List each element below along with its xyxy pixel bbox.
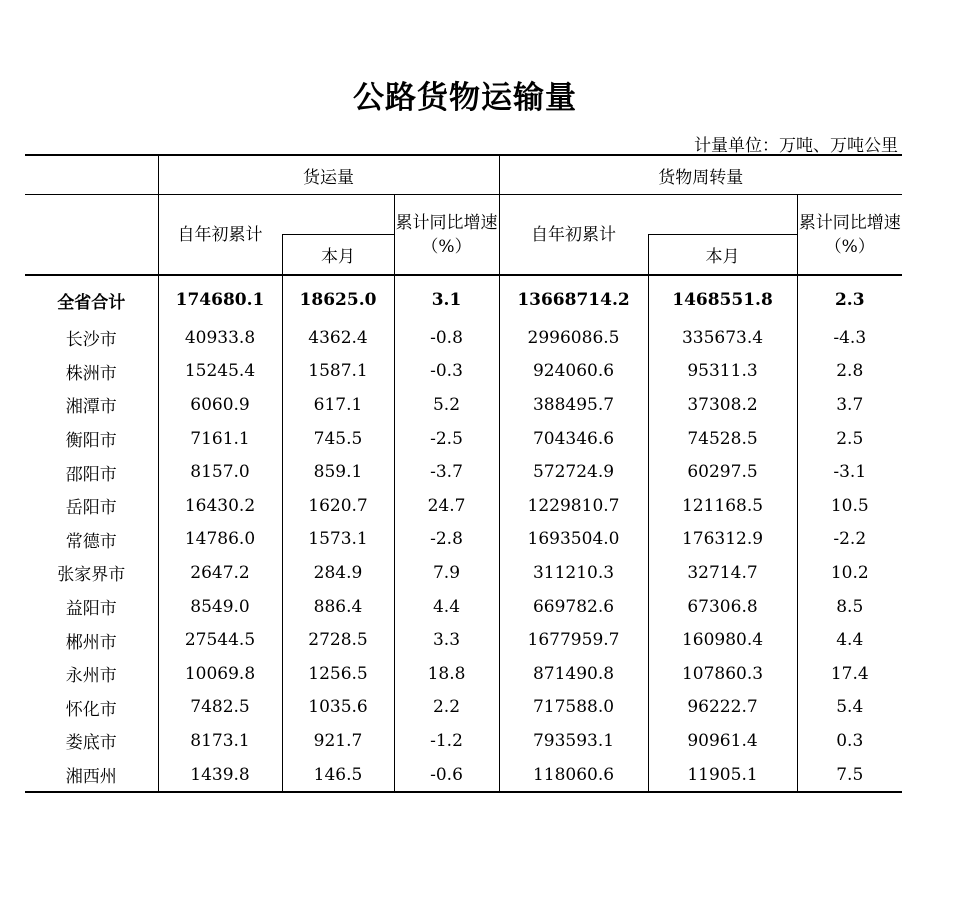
row-name: 湘西州 <box>25 758 158 793</box>
row-cell: 7161.1 <box>158 422 282 456</box>
row-name: 常德市 <box>65 531 117 552</box>
table-row <box>25 758 902 793</box>
row-cell: -3.7 <box>394 455 499 489</box>
row-cell: 40933.8 <box>158 321 282 355</box>
row-cell: 5.4 <box>797 691 902 725</box>
row-cell: 2647.2 <box>158 556 282 590</box>
header-freight-volume: 货运量 <box>158 155 499 195</box>
row-cell: 793593.1 <box>499 724 648 758</box>
row-name: 益阳市 <box>65 599 117 620</box>
table-row <box>25 724 902 758</box>
row-cell: 15245.4 <box>158 355 282 389</box>
header-ytd-turnover: 自年初累计 <box>499 195 648 276</box>
header-growth-volume: 累计同比增速（%） <box>394 195 499 276</box>
row-name: 邵阳市 <box>65 464 117 485</box>
row-name: 长沙市 <box>65 330 117 351</box>
row-cell: 10.2 <box>797 556 902 590</box>
unit-note: 计量单位：万吨、万吨公里 <box>694 136 898 156</box>
row-cell: 7482.5 <box>158 691 282 725</box>
table-row <box>25 590 902 624</box>
row-cell: 8157.0 <box>158 455 282 489</box>
row-cell: 11905.1 <box>648 758 797 793</box>
row-cell: 617.1 <box>282 388 394 422</box>
table-row-total: 全省合计 174680.1 18625.0 3.1 13668714.2 1468551.8 2.3 <box>25 275 902 321</box>
row-cell: 388495.7 <box>499 388 648 422</box>
row-cell: 572724.9 <box>499 455 648 489</box>
row-cell: 3.3 <box>394 623 499 657</box>
row-cell: 146.5 <box>282 758 394 793</box>
row-cell: 37308.2 <box>648 388 797 422</box>
row-cell: 7.9 <box>394 556 499 590</box>
header-month-volume: 本月 <box>282 235 394 276</box>
table-row <box>25 489 902 523</box>
row-cell: 0.3 <box>797 724 902 758</box>
row-cell: 669782.6 <box>499 590 648 624</box>
table-row <box>25 691 902 725</box>
header-ytd-volume: 自年初累计 <box>158 195 282 276</box>
row-cell: 704346.6 <box>499 422 648 456</box>
row-cell: 3.7 <box>797 388 902 422</box>
table-row <box>25 523 902 557</box>
row-cell: -0.8 <box>394 321 499 355</box>
row-cell: 18.8 <box>394 657 499 691</box>
table-row <box>25 556 902 590</box>
header-freight-turnover: 货物周转量 <box>499 155 902 195</box>
row-name: 衡阳市 <box>65 431 117 452</box>
row-cell: 1229810.7 <box>499 489 648 523</box>
row-cell: 1439.8 <box>158 758 282 793</box>
page-title: 公路货物运输量 <box>353 80 577 116</box>
row-cell: 95311.3 <box>648 355 797 389</box>
row-name: 怀化市 <box>65 699 117 720</box>
row-cell: 74528.5 <box>648 422 797 456</box>
row-name: 湘潭市 <box>65 397 117 418</box>
table-row <box>25 657 902 691</box>
row-cell: 107860.3 <box>648 657 797 691</box>
header-growth-turnover: 累计同比增速（%） <box>797 195 902 276</box>
row-name: 娄底市 <box>65 733 117 754</box>
row-cell: 67306.8 <box>648 590 797 624</box>
row-cell: 871490.8 <box>499 657 648 691</box>
row-cell: 32714.7 <box>648 556 797 590</box>
row-cell: 859.1 <box>282 455 394 489</box>
row-cell: 745.5 <box>282 422 394 456</box>
row-cell: -0.3 <box>394 355 499 389</box>
row-name: 永州市 <box>65 666 117 687</box>
row-cell: 1573.1 <box>282 523 394 557</box>
row-cell: 60297.5 <box>648 455 797 489</box>
table-row <box>25 422 902 456</box>
row-cell: 1693504.0 <box>499 523 648 557</box>
row-cell: 2728.5 <box>282 623 394 657</box>
row-cell: 717588.0 <box>499 691 648 725</box>
row-cell: 90961.4 <box>648 724 797 758</box>
row-cell: 176312.9 <box>648 523 797 557</box>
row-cell: 924060.6 <box>499 355 648 389</box>
row-cell: -1.2 <box>394 724 499 758</box>
table-row <box>25 355 902 389</box>
row-cell: 4.4 <box>394 590 499 624</box>
table-row <box>25 455 902 489</box>
row-cell: 14786.0 <box>158 523 282 557</box>
row-cell: 4362.4 <box>282 321 394 355</box>
row-cell: 1677959.7 <box>499 623 648 657</box>
row-cell: 335673.4 <box>648 321 797 355</box>
row-cell: 10.5 <box>797 489 902 523</box>
row-cell: 8173.1 <box>158 724 282 758</box>
row-cell: -2.8 <box>394 523 499 557</box>
table-row <box>25 623 902 657</box>
row-cell: 8549.0 <box>158 590 282 624</box>
row-cell: 121168.5 <box>648 489 797 523</box>
row-cell: 16430.2 <box>158 489 282 523</box>
row-cell: -2.5 <box>394 422 499 456</box>
row-cell: 10069.8 <box>158 657 282 691</box>
row-cell: 1620.7 <box>282 489 394 523</box>
row-cell: 8.5 <box>797 590 902 624</box>
row-cell: 1256.5 <box>282 657 394 691</box>
row-cell: 27544.5 <box>158 623 282 657</box>
row-cell: 5.2 <box>394 388 499 422</box>
row-cell: 17.4 <box>797 657 902 691</box>
row-cell: 886.4 <box>282 590 394 624</box>
row-cell: -0.6 <box>394 758 499 793</box>
row-cell: 2.5 <box>797 422 902 456</box>
row-cell: 2.2 <box>394 691 499 725</box>
row-cell: 24.7 <box>394 489 499 523</box>
row-cell: 921.7 <box>282 724 394 758</box>
row-cell: 6060.9 <box>158 388 282 422</box>
row-name: 岳阳市 <box>65 498 117 519</box>
row-cell: 118060.6 <box>499 758 648 793</box>
row-cell: -2.2 <box>797 523 902 557</box>
row-cell: 160980.4 <box>648 623 797 657</box>
row-cell: 1035.6 <box>282 691 394 725</box>
table-row <box>25 321 902 355</box>
row-cell: 1587.1 <box>282 355 394 389</box>
row-cell: 2996086.5 <box>499 321 648 355</box>
row-cell: -3.1 <box>797 455 902 489</box>
row-cell: 96222.7 <box>648 691 797 725</box>
row-name: 株洲市 <box>65 363 117 384</box>
header-month-turnover: 本月 <box>648 235 797 276</box>
freight-table <box>25 154 902 793</box>
table-row <box>25 388 902 422</box>
row-cell: 2.8 <box>797 355 902 389</box>
row-name: 郴州市 <box>65 632 117 653</box>
row-cell: -4.3 <box>797 321 902 355</box>
row-name: 张家界市 <box>57 565 126 586</box>
row-cell: 311210.3 <box>499 556 648 590</box>
row-cell: 4.4 <box>797 623 902 657</box>
row-cell: 7.5 <box>797 758 902 793</box>
row-cell: 284.9 <box>282 556 394 590</box>
